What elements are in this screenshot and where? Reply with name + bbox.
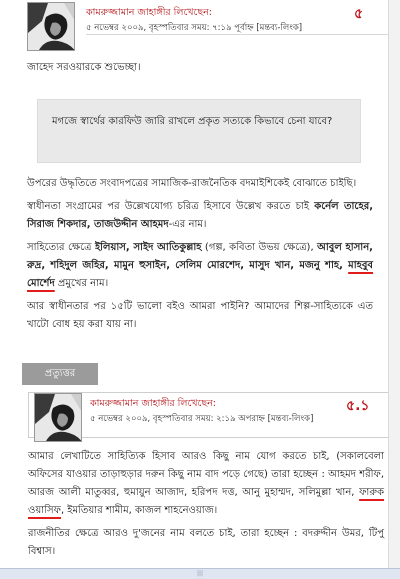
paragraph: উপরের উদ্ধৃতিতে সংবাদপত্রের সামাজিক-রাজনৈতিক বদমাইশিকেই বোঝাতে চাইছি। (27, 178, 357, 189)
horizontal-scrollbar[interactable] (0, 568, 400, 579)
bold-names: ইলিয়াস, সাইদ আতিকুল্লাহ (94, 242, 202, 253)
comment-link[interactable]: [মন্তব্য-লিংক] (267, 414, 314, 424)
paragraph: আর স্বাধীনতার পর ১৫টি ভালো বইও আমরা পাইনি? আমাদের শিল্প-সাহিত্যকে এত খাটো বোধ হয় করা যায় না। (27, 301, 373, 330)
comment-timestamp: ৫ নভেম্বর ২০০৯, বৃহস্পতিবার সময়: ২:১৯ অপরাহ্ন (90, 414, 265, 424)
vertical-scrollbar[interactable] (388, 0, 400, 568)
comment-link[interactable]: [মন্তব্য-লিংক] (256, 23, 303, 33)
highlighted-name: মাহবুব মোর্শেদ (27, 260, 373, 289)
comment-body (28, 448, 384, 566)
paragraph: আমার লেখাটিতে সাহিত্যিক হিসাব আরও কিছু নাম যোগ করতে চাই, (সকালবেলা অফিসের যাওয়ার তাড়াহুড়ার দরুন কিছু নাম বাদ পড়ে গেছে) তারা হচ্ছেন : আহমদ শরীফ, আরজ আলী মাতুব্বর, হুমায়ুন আজাদ, হরিপদ দত্ত, আনু মুহাম্মদ, সলিমুল্লা খান, ফারুক ওয়াসিফ, ইমতিয়ার শামীম, কাজল শাহনেওয়াজ। (28, 451, 384, 516)
bold-names: আবুল হাসান, রুদ্র, শহিদুল জহির, মামুন হুসাইন, সেলিম মোরশেদ, মাসুদ খান, মজনু শাহ, (27, 242, 373, 271)
quote-block: মগজে স্বার্থের কারফিউ জারি রাখলে প্রকৃত সত্যকে কিভাবে চেনা যাবে? (37, 99, 361, 163)
comment-body (27, 175, 373, 339)
comment-meta (86, 21, 302, 35)
avatar[interactable] (27, 2, 75, 51)
reply-comment (16, 388, 388, 568)
comment-number: ৫ (354, 6, 364, 22)
comment-timestamp: ৫ নভেম্বর ২০০৯, বৃহস্পতিবার সময়: ৭:১৯ পূর্বাহ্ন (86, 23, 254, 33)
paragraph: স্বাধীনতা সংগ্রামের পর উল্লেখযোগ্য চরিত্র হিসাবে উল্লেখ করতে চাই কর্নেল তাহের, সিরাজ শিকদার, তাজউদ্দীন আহমদ-এর নাম। (27, 201, 374, 230)
bold-names: কর্নেল তাহের, সিরাজ শিকদার, তাজউদ্দীন আহমদ (27, 201, 374, 230)
scroll-grip-icon[interactable]: ||| (196, 570, 204, 577)
comment-author[interactable]: কামরুজ্জামান জাহাঙ্গীর লিখেছেন: (90, 398, 216, 409)
paragraph: সাহিত্যের ক্ষেত্রে ইলিয়াস, সাইদ আতিকুল্লাহ (গল্প, কবিতা উভয় ক্ষেত্রে), আবুল হাসান, রুদ্র, শহিদুল জহির, মামুন হুসাইন, সেলিম মোরশেদ, মাসুদ খান, মজনু শাহ, মাহবুব মোর্শেদ প্রমুখের নাম। (27, 242, 373, 289)
comment-number: ৫.১ (346, 398, 370, 414)
highlighted-name: ফারুক ওয়াসিফ (28, 487, 384, 516)
paragraph: রাজনীতির ক্ষেত্রে আরও দু'জনের নাম বলতে চাই, তারা হচ্ছেন : বদরুদ্দীন উমর, টিপু বিশ্বাস। (28, 528, 384, 557)
avatar[interactable] (34, 393, 82, 442)
comment-greeting: জাহেদ সরওয়ারকে শুভেচ্ছা। (27, 62, 141, 73)
comment-meta (90, 412, 313, 426)
reply-button[interactable]: প্রত্যুত্তর (22, 363, 98, 385)
comment-header (0, 0, 388, 56)
divider (86, 34, 388, 35)
comment-author[interactable]: কামরুজ্জামান জাহাঙ্গীর লিখেছেন: (86, 7, 212, 18)
